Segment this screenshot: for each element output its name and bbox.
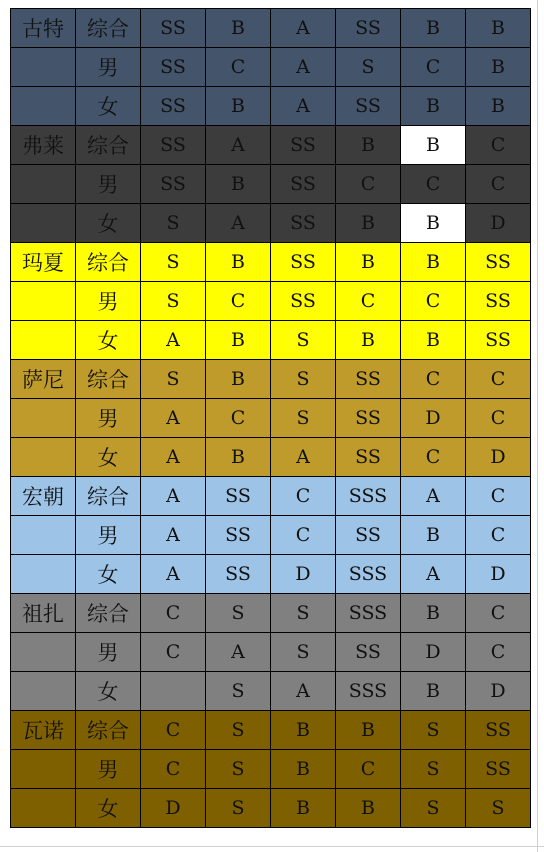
grade-cell[interactable]: B — [336, 321, 401, 360]
grade-cell[interactable]: B — [401, 126, 466, 165]
grade-cell[interactable]: A — [401, 477, 466, 516]
grade-cell[interactable]: SSS — [336, 555, 401, 594]
grade-cell[interactable]: C — [206, 399, 271, 438]
subcategory-cell[interactable]: 男 — [76, 516, 141, 555]
table-row — [11, 516, 531, 555]
subcategory-cell[interactable]: 男 — [76, 282, 141, 321]
table-row — [11, 711, 531, 750]
grade-cell[interactable]: C — [466, 633, 531, 672]
subcategory-cell[interactable]: 男 — [76, 750, 141, 789]
grade-cell[interactable]: D — [401, 633, 466, 672]
grade-cell[interactable]: A — [206, 126, 271, 165]
grade-cell[interactable]: C — [336, 750, 401, 789]
group-name-cell[interactable]: 萨尼 — [11, 360, 76, 399]
table-row — [11, 399, 531, 438]
grade-cell[interactable]: C — [336, 282, 401, 321]
group-name-cell[interactable] — [11, 750, 76, 789]
grade-cell[interactable]: B — [401, 516, 466, 555]
grade-cell[interactable]: C — [206, 48, 271, 87]
grade-cell[interactable]: C — [466, 594, 531, 633]
grade-cell[interactable]: B — [401, 594, 466, 633]
grade-cell[interactable]: C — [466, 165, 531, 204]
subcategory-cell[interactable]: 女 — [76, 204, 141, 243]
table-row — [11, 633, 531, 672]
grade-cell[interactable]: S — [401, 750, 466, 789]
grade-cell[interactable]: B — [206, 9, 271, 48]
group-name-cell[interactable]: 古特 — [11, 9, 76, 48]
grade-cell[interactable]: SSS — [336, 672, 401, 711]
subcategory-cell[interactable]: 女 — [76, 87, 141, 126]
grade-cell[interactable]: C — [401, 165, 466, 204]
grade-cell[interactable]: B — [466, 9, 531, 48]
group-name-cell[interactable] — [11, 282, 76, 321]
grade-cell[interactable]: S — [206, 750, 271, 789]
grade-cell[interactable]: S — [206, 789, 271, 828]
grade-cell[interactable]: B — [206, 321, 271, 360]
group-name-cell[interactable]: 宏朝 — [11, 477, 76, 516]
grade-cell[interactable]: SS — [271, 204, 336, 243]
grade-cell[interactable]: S — [271, 360, 336, 399]
grade-cell[interactable]: B — [336, 711, 401, 750]
group-name-cell[interactable] — [11, 165, 76, 204]
grade-cell[interactable]: A — [206, 204, 271, 243]
grade-cell[interactable]: A — [141, 438, 206, 477]
grade-cell[interactable]: B — [336, 243, 401, 282]
grade-cell[interactable]: D — [466, 672, 531, 711]
grade-cell[interactable]: A — [271, 672, 336, 711]
grade-cell[interactable]: S — [271, 399, 336, 438]
grade-cell[interactable]: A — [141, 516, 206, 555]
grade-cell[interactable]: B — [271, 750, 336, 789]
grade-cell[interactable]: A — [141, 555, 206, 594]
table-row — [11, 594, 531, 633]
group-name-cell[interactable] — [11, 516, 76, 555]
grade-cell[interactable]: C — [141, 594, 206, 633]
grade-cell[interactable]: SS — [466, 321, 531, 360]
grade-cell[interactable]: B — [206, 243, 271, 282]
grade-cell[interactable]: S — [466, 789, 531, 828]
grade-cell[interactable]: S — [141, 282, 206, 321]
group-name-cell[interactable] — [11, 672, 76, 711]
group-name-cell[interactable]: 祖扎 — [11, 594, 76, 633]
grade-cell[interactable]: A — [141, 477, 206, 516]
grade-cell[interactable]: C — [271, 477, 336, 516]
subcategory-cell[interactable]: 综合 — [76, 243, 141, 282]
grade-cell[interactable]: C — [336, 165, 401, 204]
grade-cell[interactable]: B — [466, 48, 531, 87]
subcategory-cell[interactable]: 女 — [76, 438, 141, 477]
grade-cell[interactable]: SS — [466, 711, 531, 750]
table-row — [11, 126, 531, 165]
grade-cell[interactable]: SSS — [336, 477, 401, 516]
grade-cell[interactable]: SS — [271, 282, 336, 321]
table-row — [11, 9, 531, 48]
grade-cell[interactable]: A — [141, 321, 206, 360]
table-row — [11, 87, 531, 126]
grade-cell[interactable]: C — [466, 399, 531, 438]
grade-cell[interactable]: C — [206, 282, 271, 321]
grades-table-body — [11, 9, 531, 828]
grade-cell[interactable]: SS — [466, 282, 531, 321]
grade-cell[interactable]: B — [401, 87, 466, 126]
grade-cell[interactable]: S — [141, 243, 206, 282]
grade-cell[interactable]: S — [141, 204, 206, 243]
table-row — [11, 321, 531, 360]
grade-cell[interactable]: SS — [271, 165, 336, 204]
grade-cell[interactable]: C — [141, 711, 206, 750]
grade-cell[interactable]: D — [141, 789, 206, 828]
grade-cell[interactable]: SS — [271, 243, 336, 282]
grade-cell[interactable]: C — [271, 516, 336, 555]
table-row — [11, 672, 531, 711]
table-row — [11, 243, 531, 282]
grade-cell[interactable]: SS — [336, 438, 401, 477]
group-name-cell[interactable]: 弗莱 — [11, 126, 76, 165]
grade-cell[interactable]: C — [466, 126, 531, 165]
grade-cell[interactable] — [141, 672, 206, 711]
grade-cell[interactable]: SS — [141, 126, 206, 165]
grade-cell[interactable]: S — [336, 48, 401, 87]
grade-cell[interactable]: B — [336, 204, 401, 243]
table-row — [11, 165, 531, 204]
table-row — [11, 48, 531, 87]
grade-cell[interactable]: A — [206, 633, 271, 672]
grade-cell[interactable]: SS — [141, 165, 206, 204]
grade-cell[interactable]: B — [336, 789, 401, 828]
grade-cell[interactable]: D — [466, 555, 531, 594]
group-name-cell[interactable] — [11, 633, 76, 672]
grade-cell[interactable]: C — [466, 360, 531, 399]
grade-cell[interactable]: SS — [336, 633, 401, 672]
grade-cell[interactable]: S — [401, 711, 466, 750]
grade-cell[interactable]: D — [466, 438, 531, 477]
subcategory-cell[interactable]: 女 — [76, 321, 141, 360]
grade-cell[interactable]: D — [401, 399, 466, 438]
grade-cell[interactable]: SS — [141, 9, 206, 48]
grade-cell[interactable]: SS — [141, 87, 206, 126]
grade-cell[interactable]: B — [401, 321, 466, 360]
group-name-cell[interactable] — [11, 321, 76, 360]
grade-cell[interactable]: SS — [336, 399, 401, 438]
grade-cell[interactable]: SS — [336, 87, 401, 126]
grade-cell[interactable]: S — [206, 711, 271, 750]
table-row — [11, 204, 531, 243]
grade-cell[interactable]: C — [466, 477, 531, 516]
grade-cell[interactable]: C — [401, 438, 466, 477]
subcategory-cell[interactable]: 女 — [76, 672, 141, 711]
grade-cell[interactable]: SS — [141, 48, 206, 87]
subcategory-cell[interactable]: 综合 — [76, 9, 141, 48]
grade-cell[interactable]: A — [271, 87, 336, 126]
grade-cell[interactable]: SS — [206, 516, 271, 555]
grade-cell[interactable]: S — [271, 321, 336, 360]
subcategory-cell[interactable]: 女 — [76, 789, 141, 828]
grade-cell[interactable]: SS — [466, 750, 531, 789]
grade-cell[interactable]: A — [271, 48, 336, 87]
subcategory-cell[interactable]: 女 — [76, 555, 141, 594]
table-row — [11, 789, 531, 828]
grade-cell[interactable]: B — [206, 165, 271, 204]
subcategory-cell[interactable]: 综合 — [76, 126, 141, 165]
grade-cell[interactable]: S — [271, 633, 336, 672]
grade-cell[interactable]: S — [271, 594, 336, 633]
group-name-cell[interactable] — [11, 399, 76, 438]
grade-cell[interactable]: B — [401, 243, 466, 282]
grade-cell[interactable]: C — [141, 750, 206, 789]
subcategory-cell[interactable]: 男 — [76, 633, 141, 672]
group-name-cell[interactable] — [11, 48, 76, 87]
group-name-cell[interactable] — [11, 87, 76, 126]
group-name-cell[interactable]: 玛夏 — [11, 243, 76, 282]
table-row — [11, 360, 531, 399]
grade-cell[interactable]: A — [141, 399, 206, 438]
grade-cell[interactable]: B — [401, 672, 466, 711]
grade-cell[interactable]: B — [401, 9, 466, 48]
grade-cell[interactable]: A — [271, 438, 336, 477]
grade-cell[interactable]: C — [141, 633, 206, 672]
page-edge-bottom — [0, 846, 544, 847]
subcategory-cell[interactable]: 男 — [76, 399, 141, 438]
grade-cell[interactable]: B — [401, 204, 466, 243]
table-row — [11, 477, 531, 516]
grade-cell[interactable]: S — [206, 594, 271, 633]
grade-cell[interactable]: SS — [466, 243, 531, 282]
grade-cell[interactable]: B — [336, 126, 401, 165]
grade-cell[interactable]: SSS — [336, 594, 401, 633]
subcategory-cell[interactable]: 综合 — [76, 594, 141, 633]
table-row — [11, 282, 531, 321]
grade-cell[interactable]: S — [206, 672, 271, 711]
table-row — [11, 438, 531, 477]
grades-table — [10, 8, 531, 828]
grade-cell[interactable]: B — [206, 360, 271, 399]
grade-cell[interactable]: S — [401, 789, 466, 828]
grade-cell[interactable]: B — [206, 87, 271, 126]
grade-cell[interactable]: SS — [336, 9, 401, 48]
grade-cell[interactable]: S — [141, 360, 206, 399]
grade-cell[interactable]: C — [401, 360, 466, 399]
group-name-cell[interactable] — [11, 204, 76, 243]
grade-cell[interactable]: SS — [206, 477, 271, 516]
grade-cell[interactable]: B — [206, 438, 271, 477]
subcategory-cell[interactable]: 综合 — [76, 477, 141, 516]
page-edge-right — [537, 0, 538, 852]
subcategory-cell[interactable]: 综合 — [76, 360, 141, 399]
grade-cell[interactable]: C — [401, 282, 466, 321]
group-name-cell[interactable]: 瓦诺 — [11, 711, 76, 750]
grade-cell[interactable]: B — [466, 87, 531, 126]
group-name-cell[interactable] — [11, 789, 76, 828]
grade-cell[interactable]: C — [401, 48, 466, 87]
grade-cell[interactable]: B — [271, 789, 336, 828]
grade-cell[interactable]: C — [466, 516, 531, 555]
grade-cell[interactable]: A — [271, 9, 336, 48]
subcategory-cell[interactable]: 综合 — [76, 711, 141, 750]
grade-cell[interactable]: SS — [336, 360, 401, 399]
grade-cell[interactable]: SS — [206, 555, 271, 594]
grade-cell[interactable]: D — [271, 555, 336, 594]
grade-cell[interactable]: A — [401, 555, 466, 594]
subcategory-cell[interactable]: 男 — [76, 48, 141, 87]
group-name-cell[interactable] — [11, 555, 76, 594]
subcategory-cell[interactable]: 男 — [76, 165, 141, 204]
group-name-cell[interactable] — [11, 438, 76, 477]
grade-cell[interactable]: B — [271, 711, 336, 750]
grade-cell[interactable]: SS — [336, 516, 401, 555]
table-row — [11, 555, 531, 594]
grade-cell[interactable]: D — [466, 204, 531, 243]
grade-cell[interactable]: SS — [271, 126, 336, 165]
table-row — [11, 750, 531, 789]
